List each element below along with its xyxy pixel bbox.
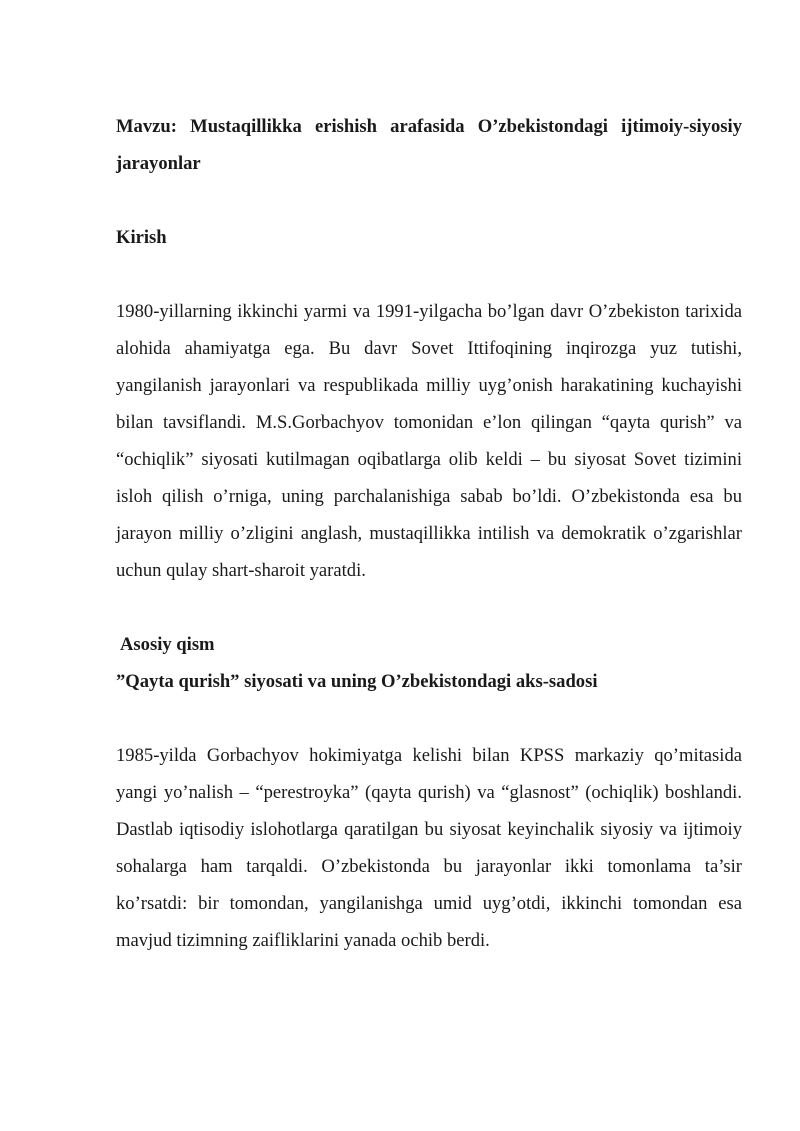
spacer — [116, 700, 742, 737]
document-title: Mavzu: Mustaqillikka erishish arafasida O’zbekistondagi ijtimoiy-siyosiy jarayonlar — [116, 116, 742, 174]
intro-heading: Kirish — [116, 227, 167, 248]
spacer — [116, 256, 742, 293]
main-paragraph: 1985-yilda Gorbachyov hokimiyatga kelishi bilan KPSS markaziy qo’mitasida yangi yo’nalish – “perestroyka” (qayta qurish) va “glasnost” (ochiqlik) boshlandi. Dastlab iqtisodiy islohotlarga qaratilgan bu siyosat keyinchalik siyosiy va ijtimoiy sohalarga ham tarqaldi. O’zbekistonda bu jarayonlar ikki tomonlama ta’sir ko’rsatdi: bir tomondan, yangilanishga umid uyg’otdi, ikkinchi tomondan esa mavjud tizimning zaifliklarini yanada ochib berdi. — [116, 745, 742, 951]
intro-paragraph: 1980-yillarning ikkinchi yarmi va 1991-yilgacha bo’lgan davr O’zbekiston tarixida alohida ahamiyatga ega. Bu davr Sovet Ittifoqining inqirozga yuz tutishi, yangilanish jarayonlari va respublikada milliy uyg’onish harakatining kuchayishi bilan tavsiflandi. M.S.Gorbachyov tomonidan e’lon qilingan “qayta qurish” va “ochiqlik” siyosati kutilmagan oqibatlarga olib keldi – bu siyosat Sovet tizimini isloh qilish o’rniga, uning parchalanishiga sabab bo’ldi. O’zbekistonda esa bu jarayon milliy o’zligini anglash, mustaqillikka intilish va demokratik o’zgarishlar uchun qulay shart-sharoit yaratdi. — [116, 301, 742, 581]
spacer — [116, 182, 742, 219]
section-heading: ”Qayta qurish” siyosati va uning O’zbekistondagi aks-sadosi — [116, 671, 598, 692]
main-heading: Asosiy qism — [120, 634, 215, 655]
document-page — [116, 108, 742, 959]
spacer — [116, 589, 742, 626]
